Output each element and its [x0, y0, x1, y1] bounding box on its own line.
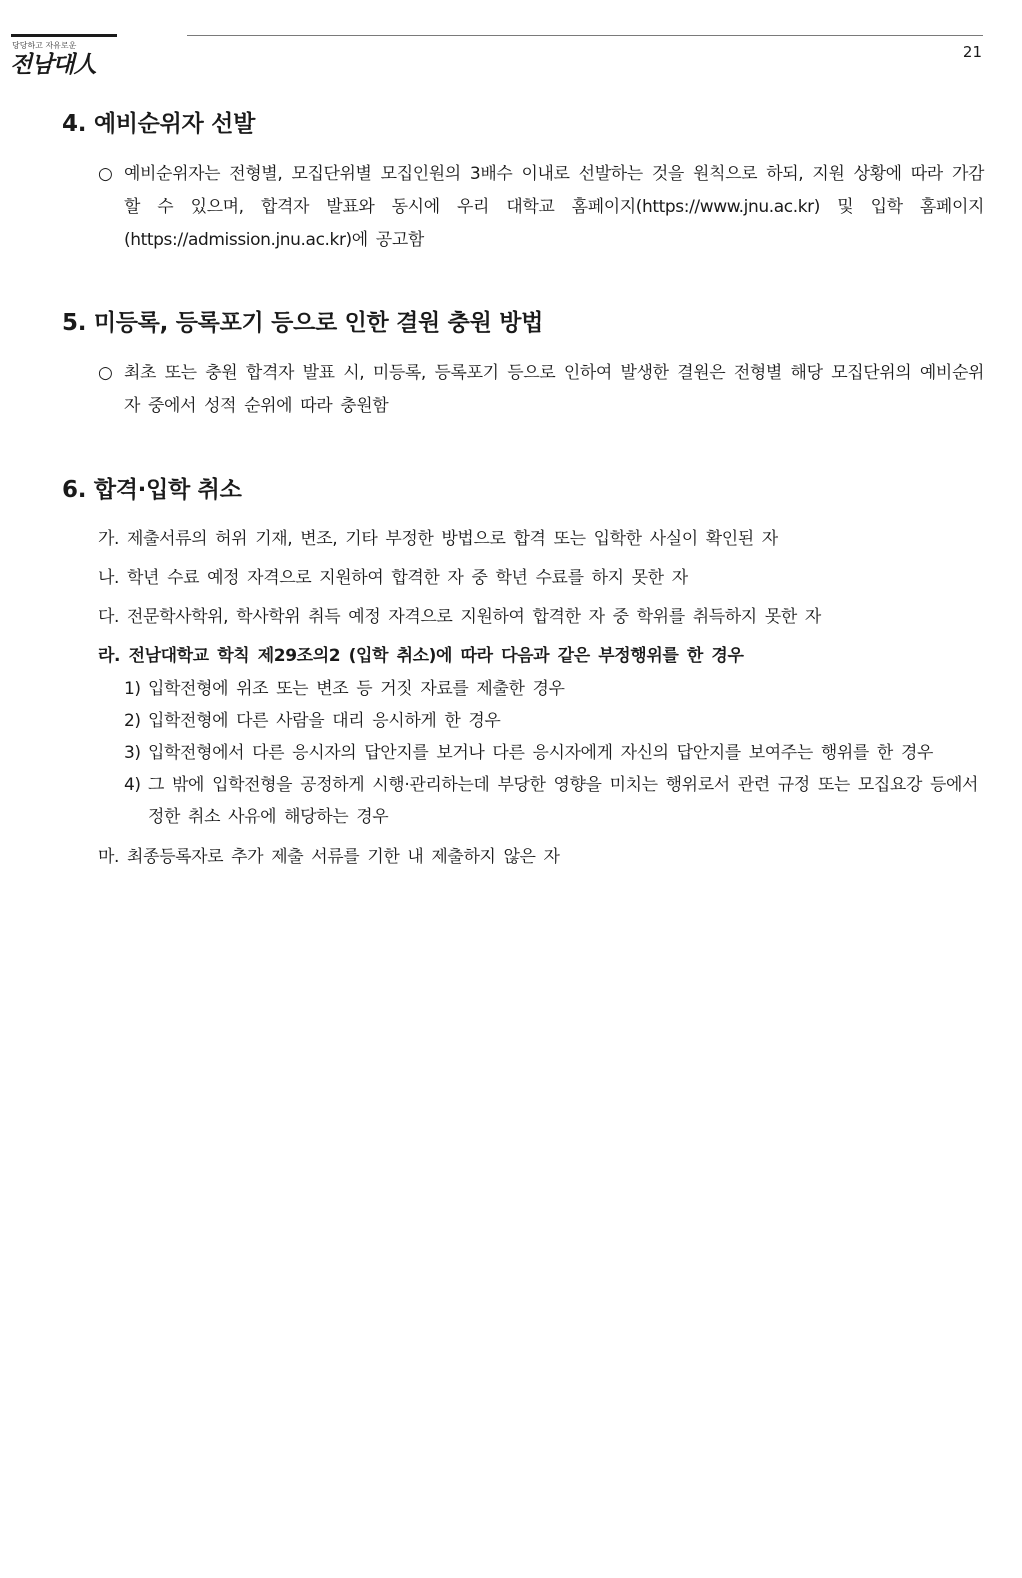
sub-item-number: 4): [124, 775, 141, 795]
section-4-paragraph: [98, 158, 984, 257]
section-heading-4: 4. 예비순위자 선발: [62, 111, 255, 137]
sub-item-3: [124, 737, 984, 769]
section-5-text: 최초 또는 충원 합격자 발표 시, 미등록, 등록포기 등으로 인하여 발생한 결원은 전형별 해당 모집단위의 예비순위자 중에서 성적 순위에 따라 충원함: [124, 363, 984, 416]
section-5-paragraph: [98, 357, 984, 423]
list-item-da: 다. 전문학사학위, 학사학위 취득 예정 자격으로 지원하여 합격한 자 중 학위를 취득하지 못한 자: [98, 607, 821, 627]
sub-item-text: 입학전형에 다른 사람을 대리 응시하게 한 경우: [148, 711, 501, 731]
circle-bullet-icon: ○: [98, 164, 113, 184]
sub-item-4: [124, 769, 984, 833]
list-item-na: 나. 학년 수료 예정 자격으로 지원하여 합격한 자 중 학년 수료를 하지 못한 자: [98, 568, 688, 588]
sub-item-text: 그 밖에 입학전형을 공정하게 시행·관리하는데 부당한 영향을 미치는 행위로서 관련 규정 또는 모집요강 등에서 정한 취소 사유에 해당하는 경우: [148, 775, 979, 827]
sub-item-text: 입학전형에 위조 또는 변조 등 거짓 자료를 제출한 경우: [148, 679, 565, 699]
university-logo: 전남대人: [10, 51, 96, 78]
page-number: 21: [962, 43, 982, 61]
section-heading-6: 6. 합격·입학 취소: [62, 477, 242, 503]
sub-item-number: 3): [124, 743, 141, 763]
section-heading-5: 5. 미등록, 등록포기 등으로 인한 결원 충원 방법: [62, 310, 544, 336]
circle-bullet-icon: ○: [98, 363, 113, 383]
sub-item-1: [124, 673, 984, 705]
sub-item-2: [124, 705, 984, 737]
list-item-ma: 마. 최종등록자로 추가 제출 서류를 기한 내 제출하지 않은 자: [98, 847, 560, 867]
list-item-ga: 가. 제출서류의 허위 기재, 변조, 기타 부정한 방법으로 합격 또는 입학한 사실이 확인된 자: [98, 529, 778, 549]
document-body: [62, 108, 984, 868]
section-4-text: 예비순위자는 전형별, 모집단위별 모집인원의 3배수 이내로 선발하는 것을 원칙으로 하되, 지원 상황에 따라 가감할 수 있으며, 합격자 발표와 동시에 우리 대학교 홈페이지(https://www.jnu.ac.kr) 및 입학 홈페이지(https://admission.jnu.ac.kr)에 공고함: [124, 164, 984, 250]
sub-item-text: 입학전형에서 다른 응시자의 답안지를 보거나 다른 응시자에게 자신의 답안지를 보여주는 행위를 한 경우: [148, 743, 933, 763]
sub-item-number: 1): [124, 679, 141, 699]
list-item-ra: 라. 전남대학교 학칙 제29조의2 (입학 취소)에 따라 다음과 같은 부정행위를 한 경우: [98, 646, 744, 666]
header-rule: [187, 35, 983, 36]
sub-item-number: 2): [124, 711, 141, 731]
logo-tagline: 당당하고 자유로운: [12, 41, 77, 50]
logo-bar: [11, 34, 117, 37]
